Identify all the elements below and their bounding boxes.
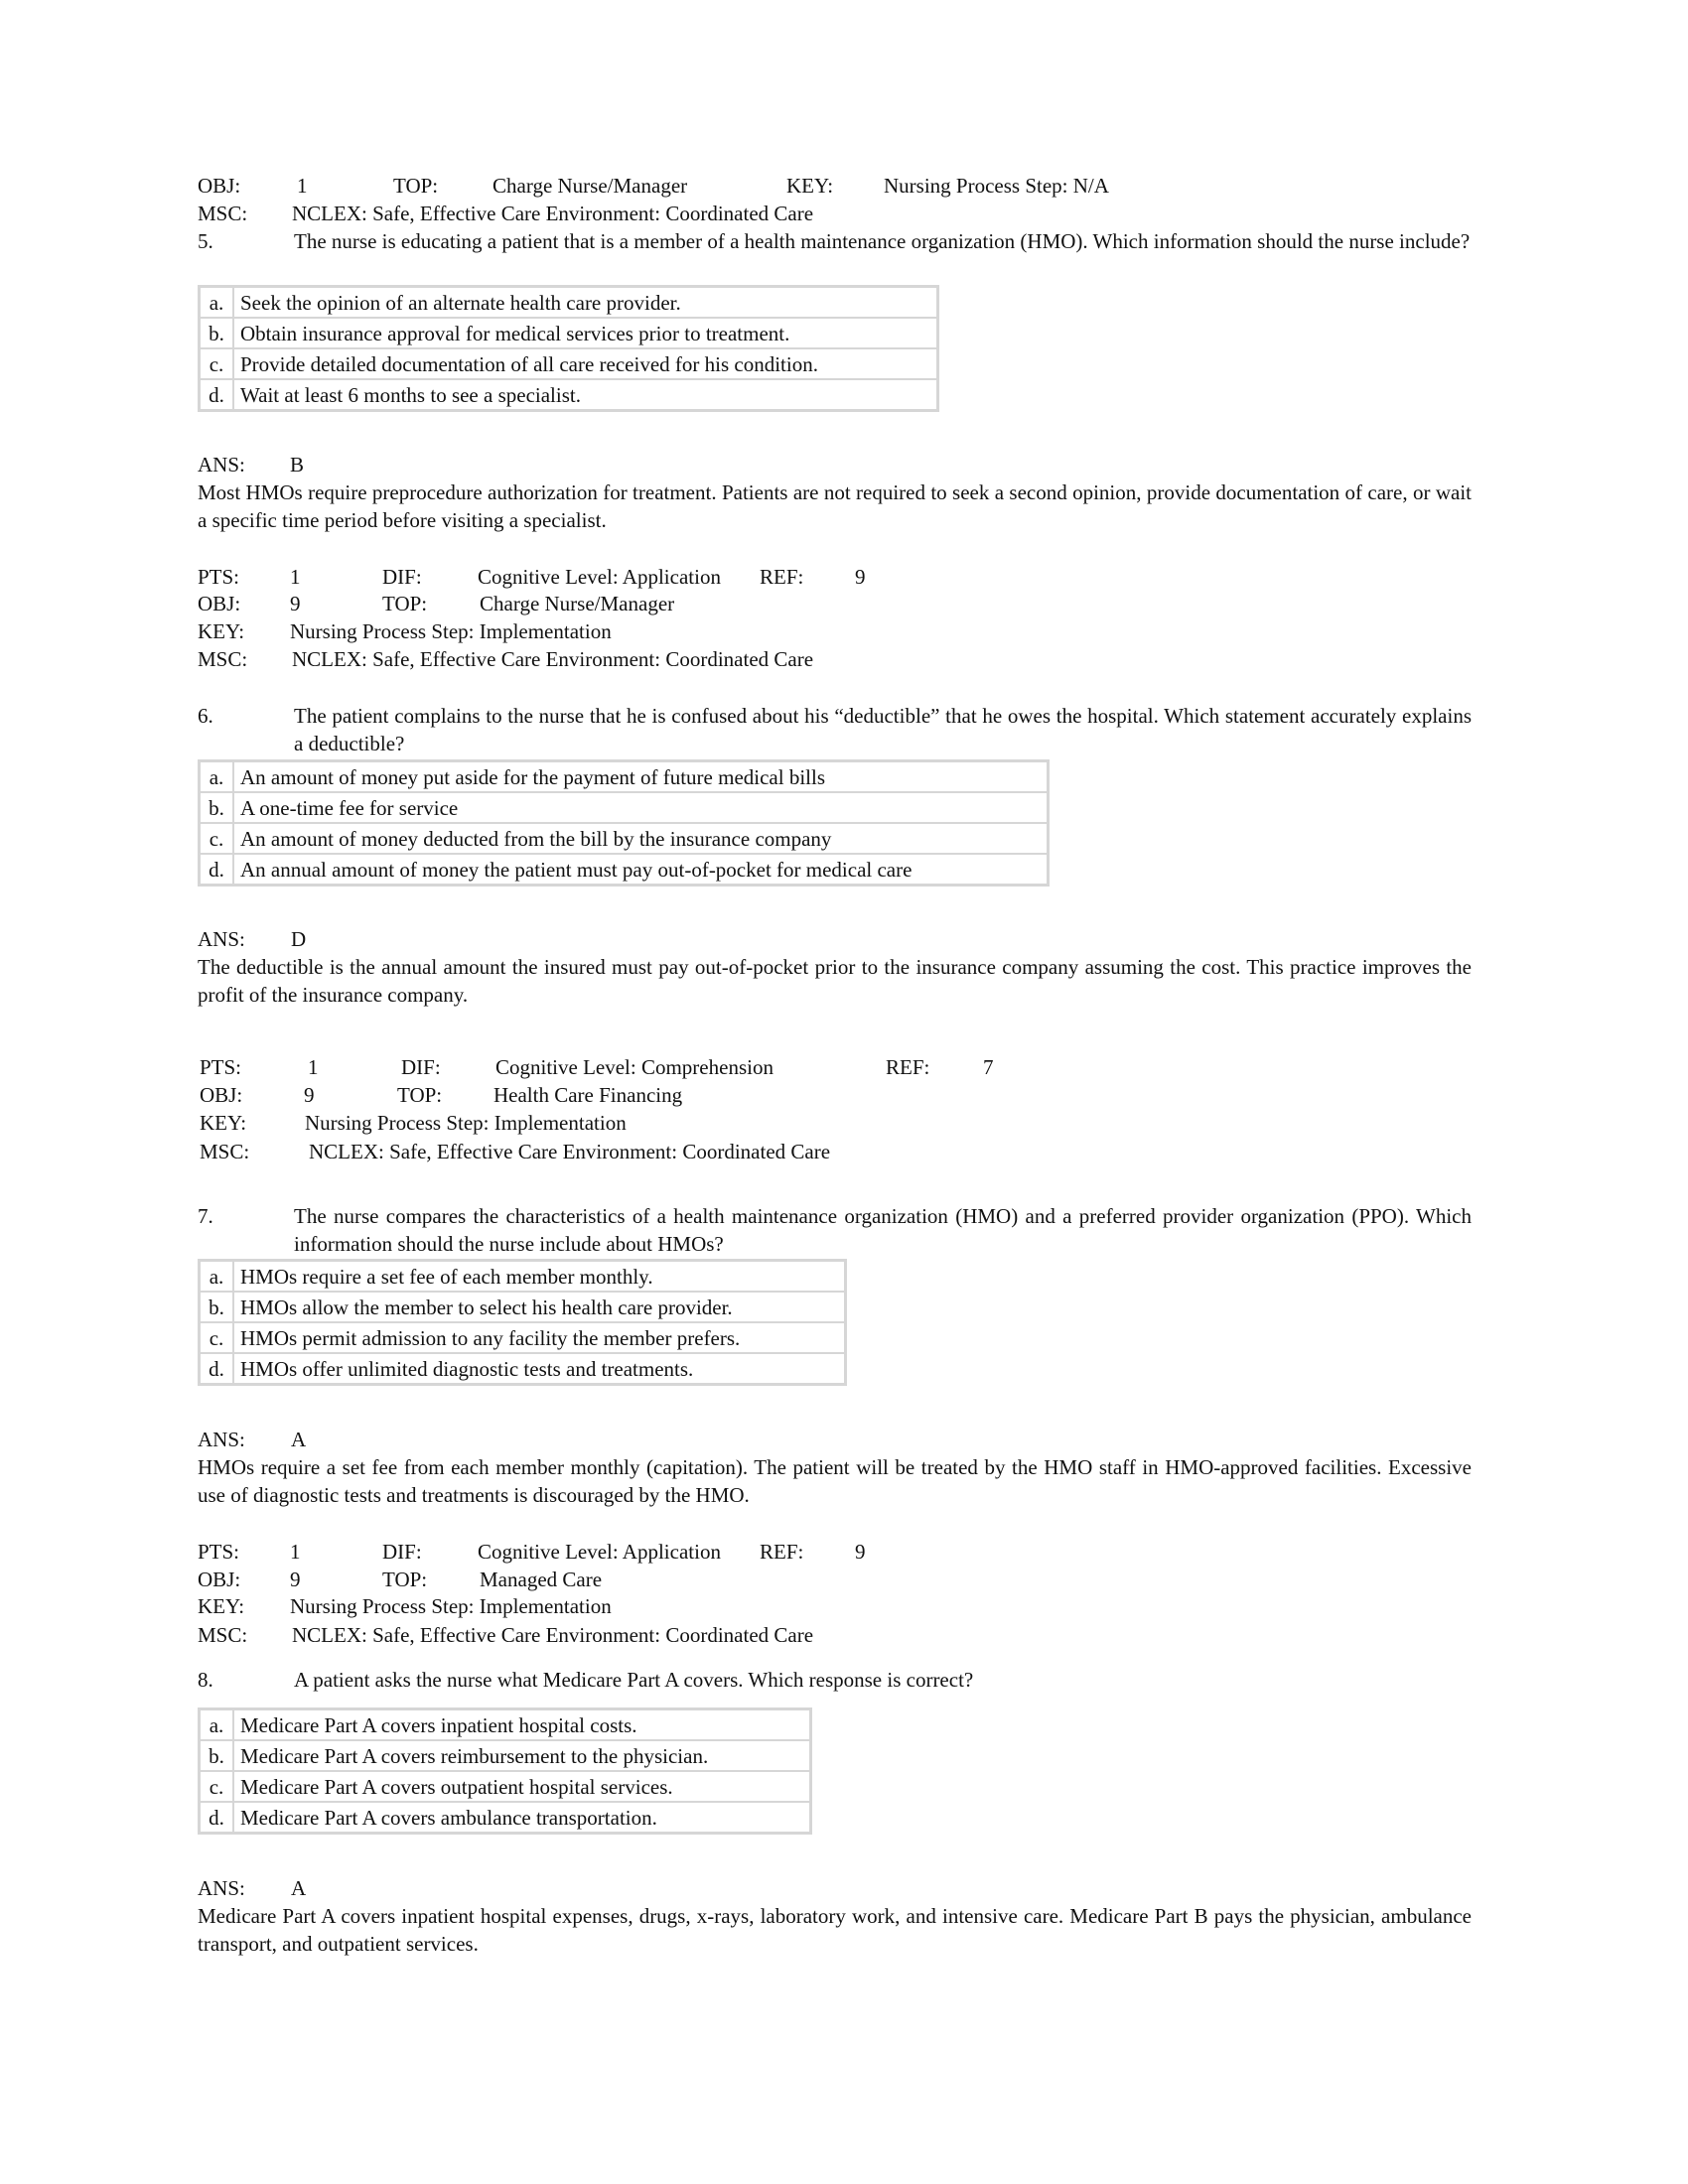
option-letter: b. bbox=[200, 318, 234, 348]
options-table bbox=[198, 759, 1050, 887]
key-value: Nursing Process Step: Implementation bbox=[305, 1111, 627, 1135]
msc-value: NCLEX: Safe, Effective Care Environment: Coordinated Care bbox=[292, 202, 814, 225]
obj-label: OBJ: bbox=[198, 174, 241, 198]
ref-label: REF: bbox=[886, 1055, 930, 1079]
option-text: Medicare Part A covers inpatient hospital costs. bbox=[233, 1709, 811, 1741]
option-row bbox=[200, 1802, 811, 1834]
option-text: Medicare Part A covers ambulance transportation. bbox=[233, 1802, 811, 1834]
option-text: An amount of money put aside for the payment of future medical bills bbox=[233, 761, 1049, 793]
obj-value: 1 bbox=[297, 174, 308, 198]
option-letter: a. bbox=[200, 1709, 234, 1741]
answer-label: ANS: bbox=[198, 927, 245, 951]
option-text: Provide detailed documentation of all care received for his condition. bbox=[233, 348, 938, 379]
option-letter: b. bbox=[200, 792, 234, 823]
option-letter: c. bbox=[200, 1322, 234, 1353]
ref-value: 9 bbox=[855, 565, 866, 589]
ref-value: 7 bbox=[983, 1055, 994, 1079]
option-letter: d. bbox=[200, 1802, 234, 1834]
msc-label: MSC: bbox=[198, 1623, 248, 1647]
top-value: Charge Nurse/Manager bbox=[492, 174, 688, 198]
rationale: Medicare Part A covers inpatient hospital expenses, drugs, x-rays, laboratory work, and intensive care. Medicare Part B pays the physician, ambulance transport, and outpatient services. bbox=[198, 1904, 1472, 1956]
option-letter: c. bbox=[200, 823, 234, 854]
question-number: 6. bbox=[198, 704, 213, 728]
msc-label: MSC: bbox=[200, 1140, 250, 1163]
dif-value: Cognitive Level: Application bbox=[478, 565, 721, 589]
option-row bbox=[200, 1353, 846, 1385]
question-stem: A patient asks the nurse what Medicare Part A covers. Which response is correct? bbox=[294, 1668, 974, 1692]
dif-label: DIF: bbox=[382, 1540, 422, 1564]
top-label: TOP: bbox=[393, 174, 439, 198]
key-label: KEY: bbox=[786, 174, 834, 198]
option-row bbox=[200, 348, 938, 379]
option-row bbox=[200, 1771, 811, 1802]
key-label: KEY: bbox=[200, 1111, 247, 1135]
top-label: TOP: bbox=[397, 1083, 443, 1107]
answer-value: B bbox=[290, 453, 305, 477]
option-row bbox=[200, 379, 938, 411]
option-letter: c. bbox=[200, 348, 234, 379]
option-letter: d. bbox=[200, 1353, 234, 1385]
pts-value: 1 bbox=[308, 1055, 319, 1079]
question-stem: The patient complains to the nurse that he is confused about his “deductible” that he owes the hospital. Which statement accurately explains a deductible? bbox=[294, 704, 1472, 755]
option-text: HMOs offer unlimited diagnostic tests and treatments. bbox=[233, 1353, 846, 1385]
option-row bbox=[200, 854, 1049, 886]
option-letter: d. bbox=[200, 379, 234, 411]
answer-label: ANS: bbox=[198, 1428, 245, 1451]
question-number: 5. bbox=[198, 229, 213, 253]
option-letter: d. bbox=[200, 854, 234, 886]
dif-value: Cognitive Level: Application bbox=[478, 1540, 721, 1564]
option-row bbox=[200, 1740, 811, 1771]
option-text: Wait at least 6 months to see a specialist. bbox=[233, 379, 938, 411]
key-label: KEY: bbox=[198, 1594, 245, 1618]
option-text: HMOs require a set fee of each member monthly. bbox=[233, 1261, 846, 1293]
msc-value: NCLEX: Safe, Effective Care Environment: Coordinated Care bbox=[292, 647, 814, 671]
pts-value: 1 bbox=[290, 565, 301, 589]
option-row bbox=[200, 761, 1049, 793]
top-value: Charge Nurse/Manager bbox=[480, 592, 675, 615]
option-text: HMOs permit admission to any facility the member prefers. bbox=[233, 1322, 846, 1353]
option-row bbox=[200, 823, 1049, 854]
option-text: Medicare Part A covers outpatient hospital services. bbox=[233, 1771, 811, 1802]
answer-label: ANS: bbox=[198, 1876, 245, 1900]
option-letter: a. bbox=[200, 761, 234, 793]
obj-label: OBJ: bbox=[198, 592, 241, 615]
top-value: Managed Care bbox=[480, 1568, 603, 1591]
option-text: An amount of money deducted from the bill by the insurance company bbox=[233, 823, 1049, 854]
option-row bbox=[200, 318, 938, 348]
obj-label: OBJ: bbox=[198, 1568, 241, 1591]
pts-label: PTS: bbox=[198, 1540, 240, 1564]
option-row bbox=[200, 1709, 811, 1741]
answer-label: ANS: bbox=[198, 453, 245, 477]
msc-label: MSC: bbox=[198, 202, 248, 225]
rationale: The deductible is the annual amount the insured must pay out-of-pocket prior to the insurance company assuming the cost. This practice improves the profit of the insurance company. bbox=[198, 955, 1472, 1007]
option-row bbox=[200, 792, 1049, 823]
option-text: A one-time fee for service bbox=[233, 792, 1049, 823]
option-letter: b. bbox=[200, 1292, 234, 1322]
key-value: Nursing Process Step: Implementation bbox=[290, 619, 612, 643]
option-text: Seek the opinion of an alternate health care provider. bbox=[233, 287, 938, 319]
pts-label: PTS: bbox=[198, 565, 240, 589]
ref-label: REF: bbox=[760, 565, 804, 589]
top-label: TOP: bbox=[382, 1568, 428, 1591]
question-stem: The nurse is educating a patient that is a member of a health maintenance organization (HMO). Which information should the nurse include? bbox=[294, 229, 1471, 253]
rationale: HMOs require a set fee from each member monthly (capitation). The patient will be treated by the HMO staff in HMO-approved facilities. Excessive use of diagnostic tests and treatments is discouraged by the HMO. bbox=[198, 1455, 1472, 1507]
option-letter: b. bbox=[200, 1740, 234, 1771]
option-letter: a. bbox=[200, 287, 234, 319]
msc-value: NCLEX: Safe, Effective Care Environment: Coordinated Care bbox=[309, 1140, 831, 1163]
key-label: KEY: bbox=[198, 619, 245, 643]
question-number: 8. bbox=[198, 1668, 213, 1692]
options-table bbox=[198, 285, 939, 412]
dif-value: Cognitive Level: Comprehension bbox=[495, 1055, 774, 1079]
option-row bbox=[200, 1292, 846, 1322]
dif-label: DIF: bbox=[401, 1055, 441, 1079]
answer-value: D bbox=[291, 927, 307, 951]
ref-value: 9 bbox=[855, 1540, 866, 1564]
option-row bbox=[200, 1322, 846, 1353]
option-letter: c. bbox=[200, 1771, 234, 1802]
obj-value: 9 bbox=[304, 1083, 315, 1107]
answer-value: A bbox=[291, 1428, 307, 1451]
option-text: Medicare Part A covers reimbursement to the physician. bbox=[233, 1740, 811, 1771]
option-text: HMOs allow the member to select his health care provider. bbox=[233, 1292, 846, 1322]
rationale: Most HMOs require preprocedure authorization for treatment. Patients are not required to seek a second opinion, provide documentation of care, or wait a specific time period before visiting a specialist. bbox=[198, 480, 1472, 532]
option-row bbox=[200, 1261, 846, 1293]
option-letter: a. bbox=[200, 1261, 234, 1293]
option-row bbox=[200, 287, 938, 319]
top-value: Health Care Financing bbox=[493, 1083, 683, 1107]
msc-value: NCLEX: Safe, Effective Care Environment: Coordinated Care bbox=[292, 1623, 814, 1647]
option-text: Obtain insurance approval for medical services prior to treatment. bbox=[233, 318, 938, 348]
dif-label: DIF: bbox=[382, 565, 422, 589]
question-stem: The nurse compares the characteristics of a health maintenance organization (HMO) and a preferred provider organization (PPO). Which information should the nurse include about HMOs? bbox=[294, 1204, 1472, 1256]
key-value: Nursing Process Step: Implementation bbox=[290, 1594, 612, 1618]
obj-label: OBJ: bbox=[200, 1083, 243, 1107]
option-text: An annual amount of money the patient must pay out-of-pocket for medical care bbox=[233, 854, 1049, 886]
answer-value: A bbox=[291, 1876, 307, 1900]
obj-value: 9 bbox=[290, 1568, 301, 1591]
question-number: 7. bbox=[198, 1204, 213, 1228]
top-label: TOP: bbox=[382, 592, 428, 615]
key-value: Nursing Process Step: N/A bbox=[884, 174, 1109, 198]
obj-value: 9 bbox=[290, 592, 301, 615]
msc-label: MSC: bbox=[198, 647, 248, 671]
options-table bbox=[198, 1707, 812, 1835]
options-table bbox=[198, 1259, 847, 1386]
pts-label: PTS: bbox=[200, 1055, 242, 1079]
pts-value: 1 bbox=[290, 1540, 301, 1564]
ref-label: REF: bbox=[760, 1540, 804, 1564]
